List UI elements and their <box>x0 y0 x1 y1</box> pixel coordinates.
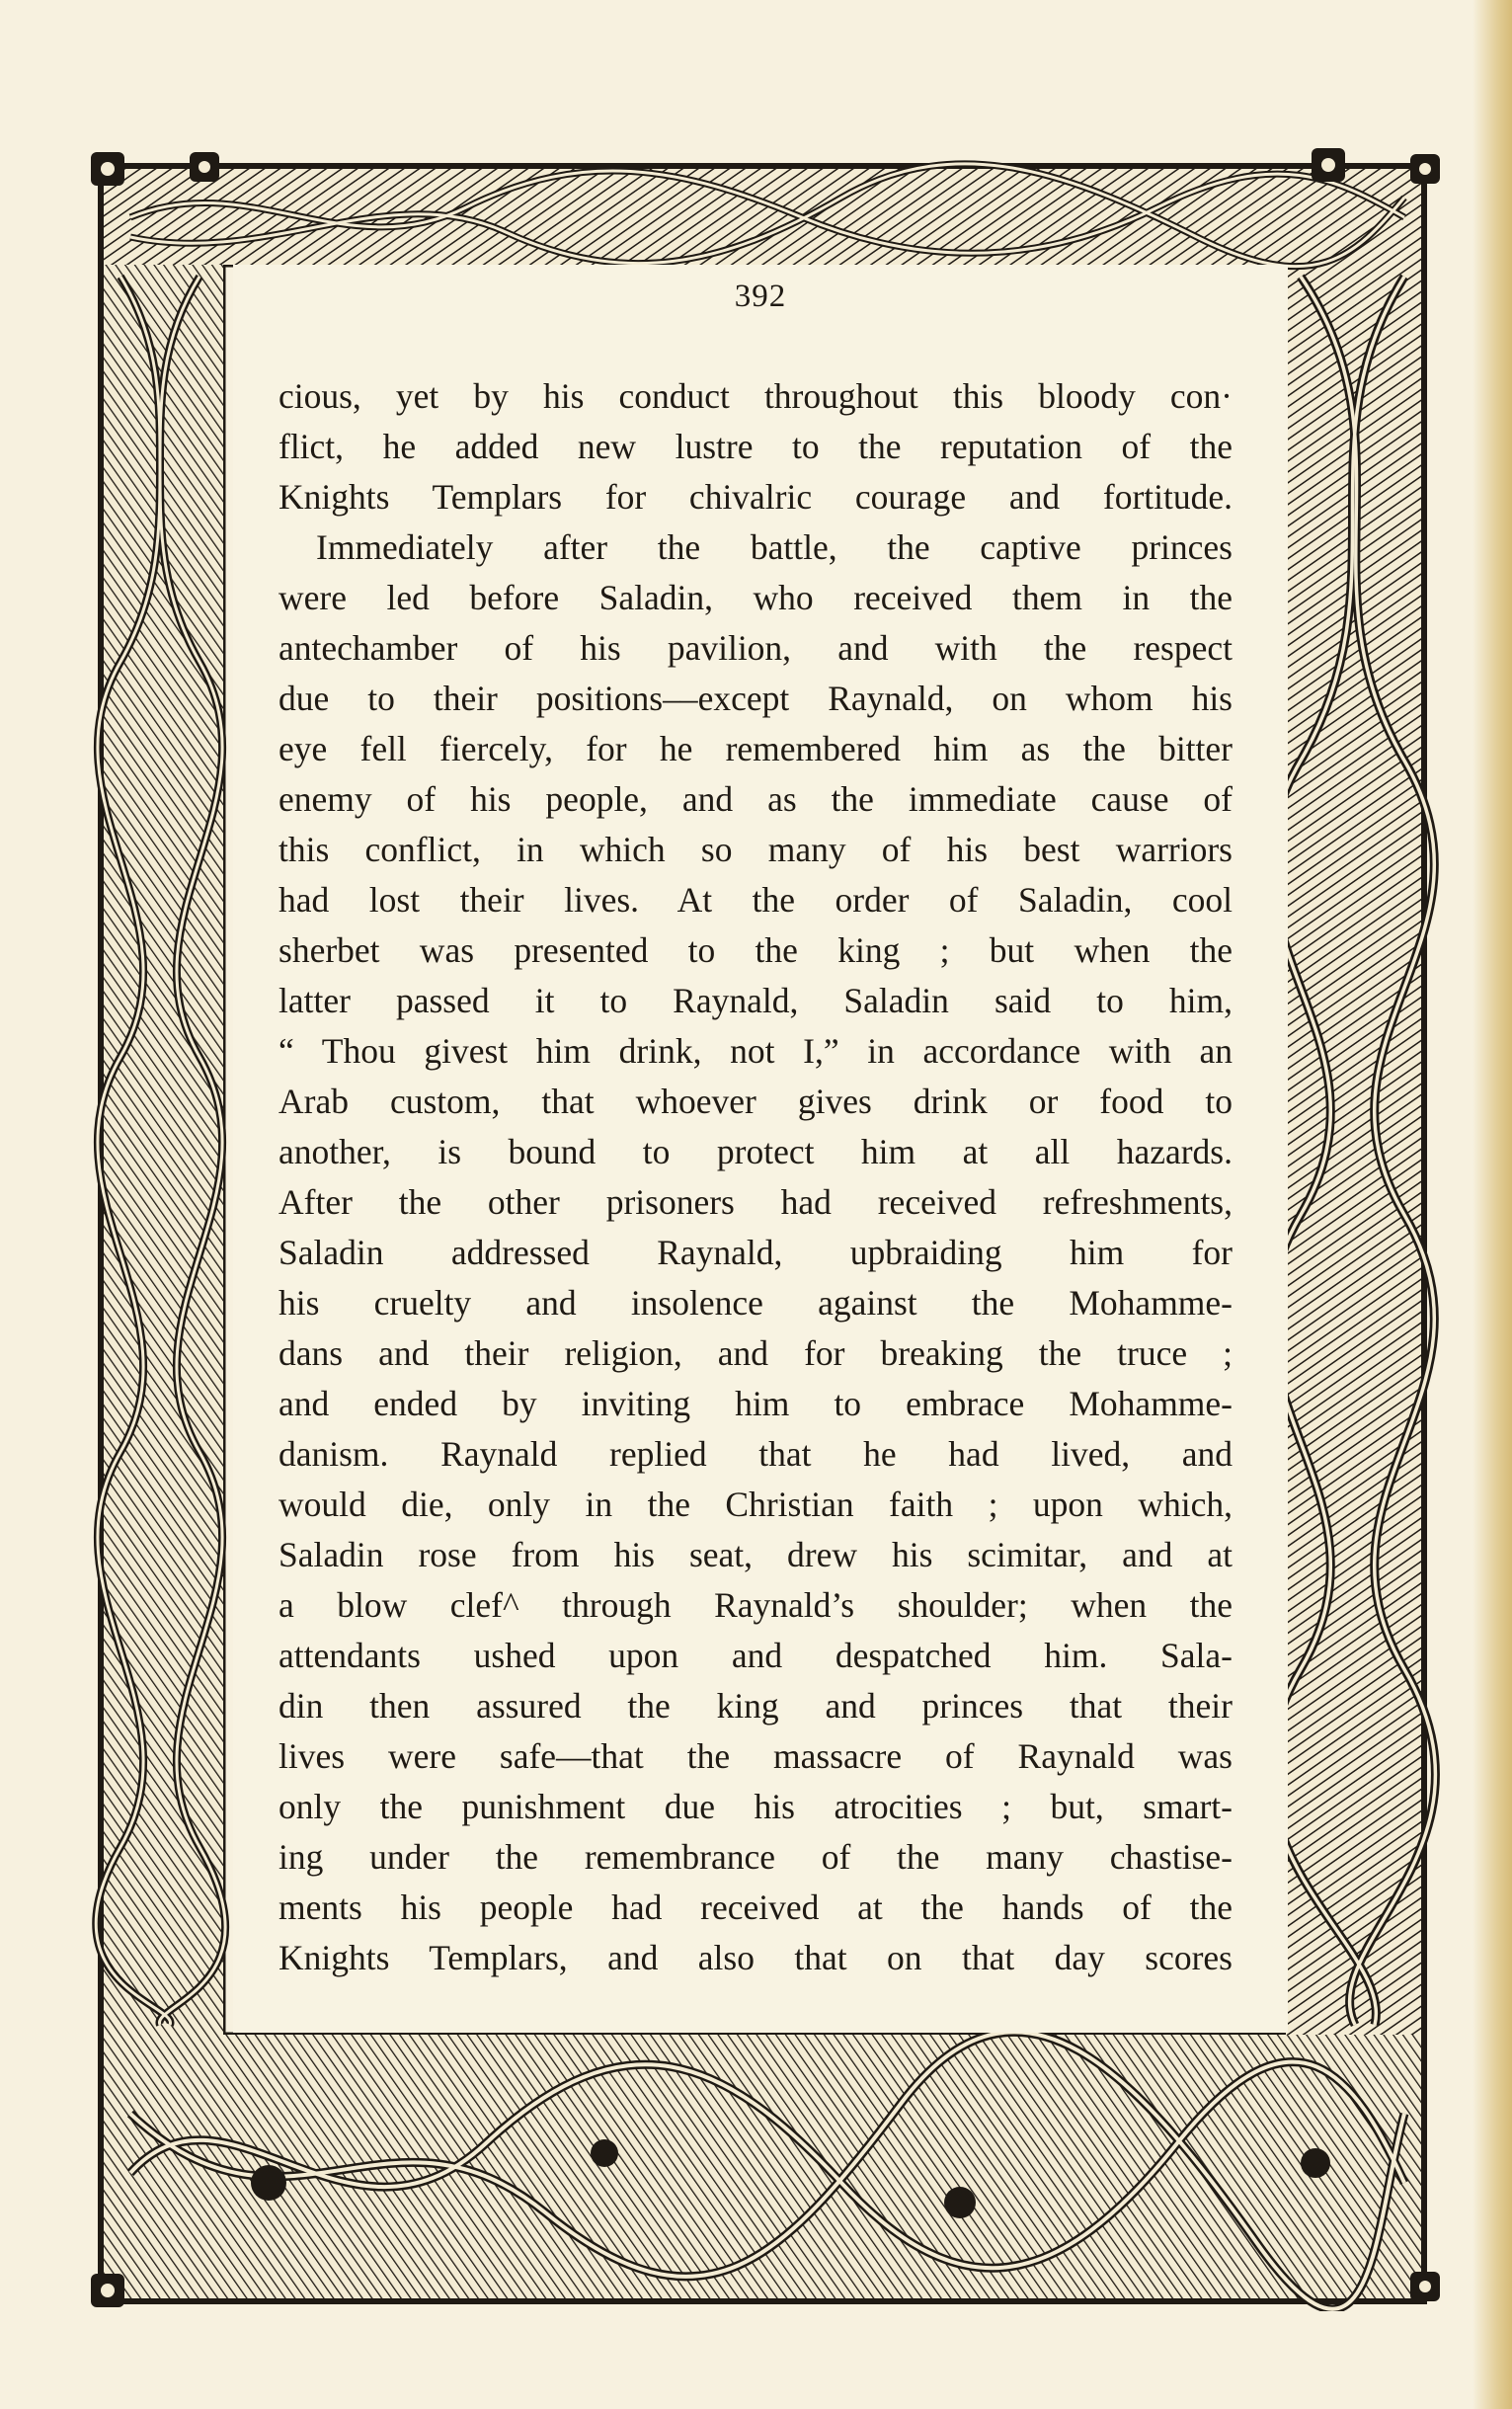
body-text <box>279 371 1233 1983</box>
text-line: Knights Templars for chivalric courage and fortitude. <box>279 477 1233 517</box>
text-line: and ended by inviting him to embrace Mohamme- <box>279 1384 1233 1423</box>
text-line: sherbet was presented to the king ; but when the <box>279 930 1233 970</box>
text-line: Arab custom, that whoever gives drink or food to <box>279 1082 1233 1121</box>
paragraph-first-line: Immediately after the battle, the captive princes <box>316 527 1233 567</box>
text-line: would die, only in the Christian faith ; upon which, <box>279 1485 1233 1524</box>
text-line: latter passed it to Raynald, Saladin said to him, <box>279 981 1233 1020</box>
text-line: only the punishment due his atrocities ; but, smart- <box>279 1787 1233 1826</box>
text-line: “ Thou givest him drink, not I,” in accordance with an <box>279 1031 1233 1071</box>
text-line: Saladin rose from his seat, drew his scimitar, and at <box>279 1535 1233 1574</box>
text-line: ments his people had received at the hands of the <box>279 1887 1233 1927</box>
text-line: due to their positions––except Raynald, on whom his <box>279 679 1233 718</box>
text-line: cious, yet by his conduct throughout this bloody con· <box>279 376 1233 416</box>
text-line: danism. Raynald replied that he had lived, and <box>279 1434 1233 1474</box>
text-line: din then assured the king and princes that their <box>279 1686 1233 1726</box>
text-line: his cruelty and insolence against the Mohamme- <box>279 1283 1233 1323</box>
text-panel <box>233 265 1288 2033</box>
text-line: another, is bound to protect him at all hazards. <box>279 1132 1233 1171</box>
text-line: attendants ushed upon and despatched him. Sala- <box>279 1636 1233 1675</box>
text-line: Knights Templars, and also that on that day scores <box>279 1938 1233 1977</box>
page-number: 392 <box>734 279 787 314</box>
text-line: dans and their religion, and for breaking the truce ; <box>279 1333 1233 1373</box>
text-line: a blow clef^ through Raynald’s shoulder; when the <box>279 1585 1233 1625</box>
text-line: flict, he added new lustre to the reputation of the <box>279 427 1233 466</box>
text-line: After the other prisoners had received refreshments, <box>279 1182 1233 1222</box>
text-line: had lost their lives. At the order of Saladin, cool <box>279 880 1233 920</box>
text-line: this conflict, in which so many of his best warriors <box>279 830 1233 869</box>
text-line: eye fell fiercely, for he remembered him as the bitter <box>279 729 1233 768</box>
text-line: antechamber of his pavilion, and with the respect <box>279 628 1233 668</box>
text-line: enemy of his people, and as the immediate cause of <box>279 779 1233 819</box>
text-line: lives were safe—that the massacre of Raynald was <box>279 1736 1233 1776</box>
text-line: were led before Saladin, who received them in the <box>279 578 1233 617</box>
text-line: Saladin addressed Raynald, upbraiding him for <box>279 1233 1233 1272</box>
text-line: ing under the remembrance of the many chastise- <box>279 1837 1233 1877</box>
page-edge <box>1472 0 1512 2409</box>
